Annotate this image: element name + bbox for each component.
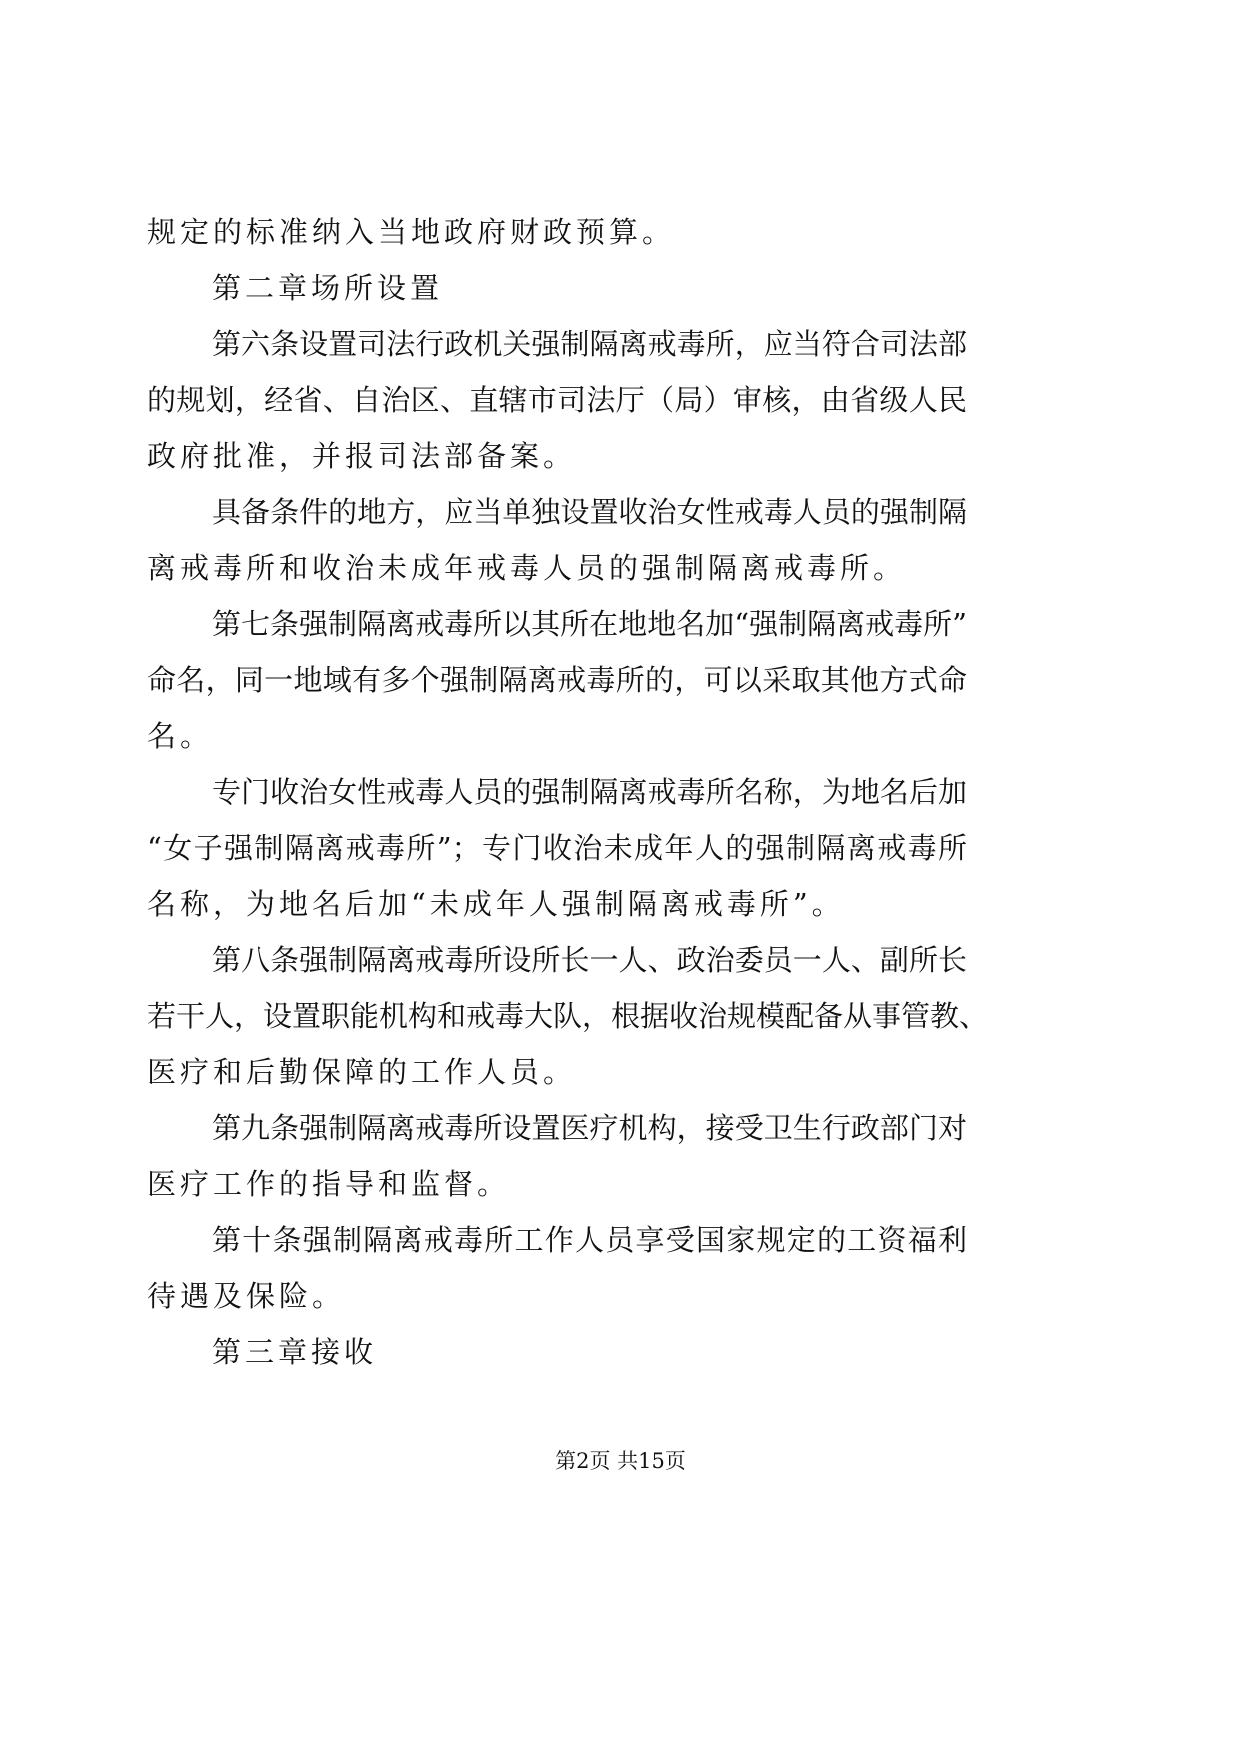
text-line: “女子强制隔离戒毒所”；专门收治未成年人的强制隔离戒毒所 <box>147 831 967 865</box>
text-line: 待遇及保险。 <box>147 1279 346 1313</box>
text-line: 第八条强制隔离戒毒所设所长一人、政治委员一人、副所长 <box>212 943 967 977</box>
text-line: 第七条强制隔离戒毒所以其所在地地名加“强制隔离戒毒所” <box>212 607 967 641</box>
text-line: 若干人，设置职能机构和戒毒大队，根据收治规模配备从事管教、 <box>147 999 989 1033</box>
text-line: 专门收治女性戒毒人员的强制隔离戒毒所名称，为地名后加 <box>212 775 967 809</box>
text-line: 政府批准，并报司法部备案。 <box>147 439 577 473</box>
text-line: 第六条设置司法行政机关强制隔离戒毒所，应当符合司法部 <box>212 327 967 361</box>
text-line: 第二章场所设置 <box>212 271 444 305</box>
text-line: 第十条强制隔离戒毒所工作人员享受国家规定的工资福利 <box>212 1223 967 1257</box>
text-line: 命名，同一地域有多个强制隔离戒毒所的，可以采取其他方式命 <box>147 663 967 697</box>
text-line: 的规划，经省、自治区、直辖市司法厅（局）审核，由省级人民 <box>147 383 967 417</box>
text-line: 名。 <box>147 719 214 753</box>
text-line: 规定的标准纳入当地政府财政预算。 <box>147 215 676 249</box>
text-line: 第九条强制隔离戒毒所设置医疗机构，接受卫生行政部门对 <box>212 1111 967 1145</box>
text-line: 医疗和后勤保障的工作人员。 <box>147 1055 577 1089</box>
text-line: 离戒毒所和收治未成年戒毒人员的强制隔离戒毒所。 <box>147 551 907 585</box>
text-line: 医疗工作的指导和监督。 <box>147 1167 511 1201</box>
page-footer: 第2页 共15页 <box>555 1449 686 1473</box>
text-line: 具备条件的地方，应当单独设置收治女性戒毒人员的强制隔 <box>212 495 967 529</box>
text-line: 名称，为地名后加“未成年人强制隔离戒毒所”。 <box>147 887 845 921</box>
text-line: 第三章接收 <box>212 1335 378 1369</box>
